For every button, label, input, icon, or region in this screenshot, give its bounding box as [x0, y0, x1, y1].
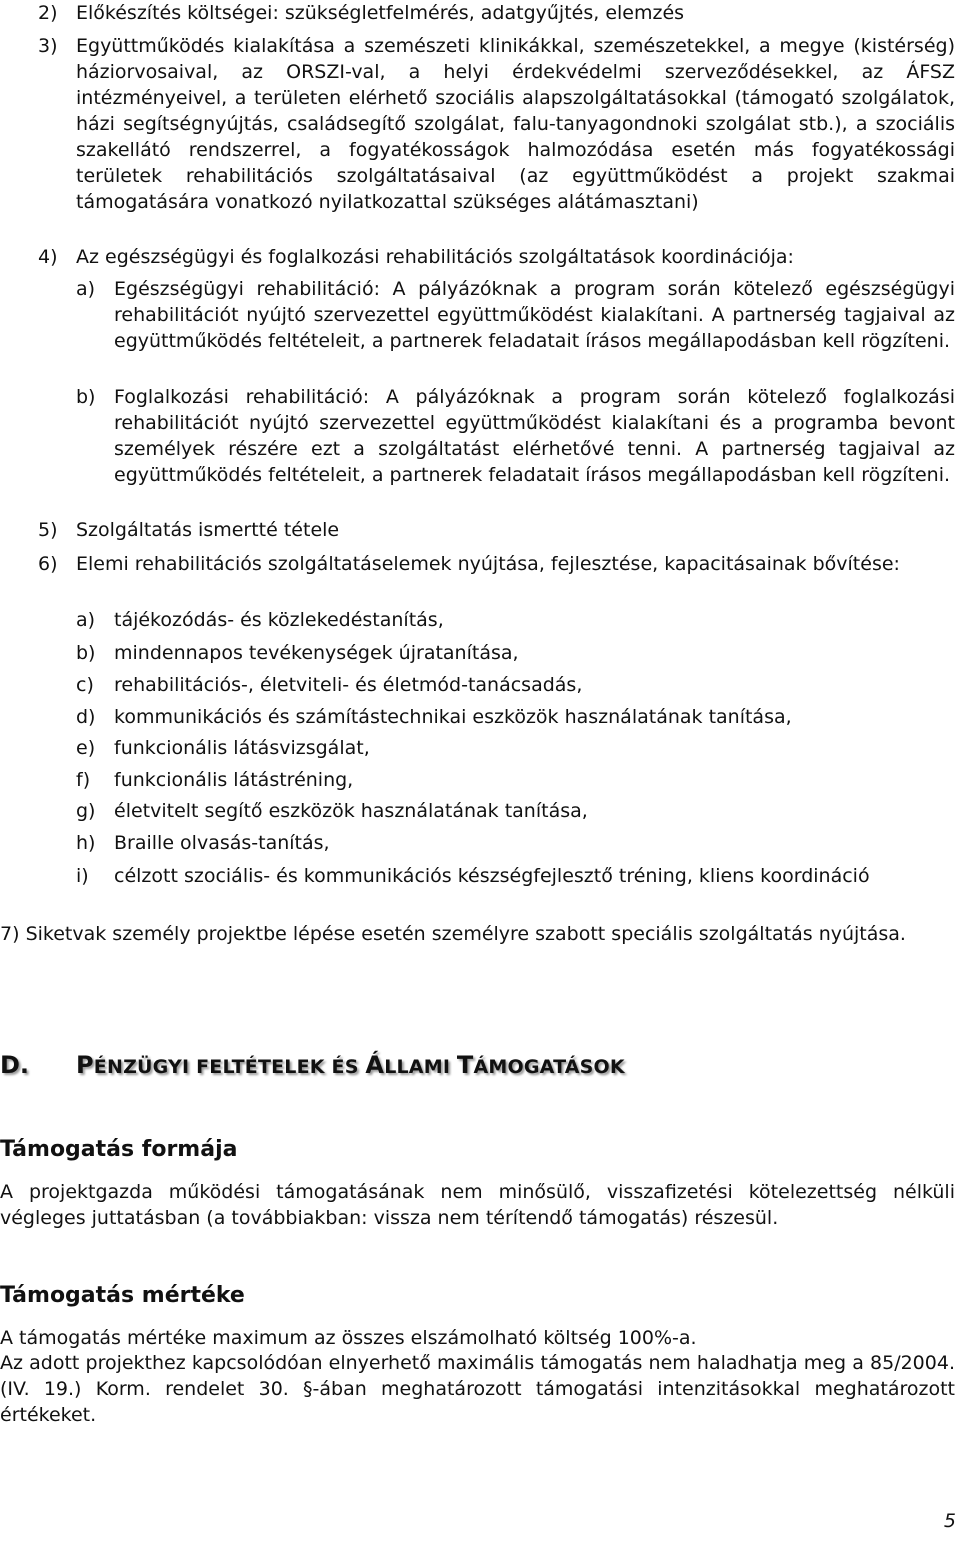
- item-letter: b): [76, 642, 96, 664]
- paragraph-forma: A projektgazda működési támogatásának nem minősülő, visszafizetési kötelezettség nélküli végleges juttatásban (a továbbiakban: vissza nem térítendő támogatás) részesül.: [0, 1181, 955, 1229]
- list-item-6c: [76, 672, 955, 698]
- item-text: célzott szociális- és kommunikációs készségfejlesztő tréning, kliens koordináció: [114, 865, 870, 887]
- title-initial-p: P: [76, 1051, 94, 1079]
- title-part-1: ÉNZÜGYI FELTÉTELEK ÉS: [93, 1056, 366, 1078]
- item-text: funkcionális látásvizsgálat,: [114, 737, 370, 759]
- list-item-6: [38, 551, 955, 577]
- list-item-6d: [76, 704, 955, 730]
- item-letter: a): [76, 609, 96, 631]
- item-text: Foglalkozási rehabilitáció: A pályázóknak a program során kötelező foglalkozási rehabilitációt nyújtó szervezettel együttműködést kialakítani és a programba bevont személyek részére ezt a szolgáltatást elérhetővé tenni. A partnerség tagjaival az együttműködés feltételeit, a partnerek feladatait írásos megállapodásban kell rögzíteni.: [114, 386, 955, 486]
- item-number: 2): [38, 2, 58, 24]
- heading-mertek: Támogatás mértéke: [0, 1283, 245, 1308]
- paragraph-mertek-1: A támogatás mértéke maximum az összes elszámolható költség 100%-a.: [0, 1327, 697, 1349]
- list-item-6e: [76, 735, 955, 761]
- list-item-5: [38, 517, 955, 543]
- item-text: Braille olvasás-tanítás,: [114, 832, 330, 854]
- section-title: [76, 1052, 625, 1080]
- title-initial-a: Á: [365, 1051, 385, 1079]
- item-letter: f): [76, 769, 91, 791]
- item-text: tájékozódás- és közlekedéstanítás,: [114, 609, 444, 631]
- item-letter: c): [76, 674, 94, 696]
- item-text: Együttműködés kialakítása a szemészeti klinikákkal, szemészetekkel, a megye (kistérség) háziorvosaival, az ORSZI-val, a helyi érdekvédelmi szerveződésekkel, az ÁFSZ intézményeivel, a területen elérhető szociális alapszolgáltatásokkal (támogató szolgálatok, házi segítségnyújtás, családsegítő szolgálat, falu-tanyagondnoki szolgálat stb.), a szociális szakellátó rendszerrel, a fogyatékosságok halmozódása esetén más fogyatékossági területek rehabilitációs szolgáltatásaival (az együttműködést a projekt szakmai támogatására vonatkozó nyilatkozattal szükséges alátámasztani): [76, 35, 955, 213]
- item-number: 7): [0, 923, 20, 945]
- item-letter: b): [76, 386, 96, 408]
- title-part-2: LLAMI: [384, 1056, 457, 1078]
- item-text: kommunikációs és számítástechnikai eszközök használatának tanítása,: [114, 706, 792, 728]
- item-text: mindennapos tevékenységek újratanítása,: [114, 642, 519, 664]
- section-letter: D.: [0, 1051, 30, 1079]
- item-text: funkcionális látástréning,: [114, 769, 354, 791]
- heading-forma: Támogatás formája: [0, 1137, 238, 1162]
- list-item-6i: [76, 863, 955, 889]
- item-text: Előkészítés költségei: szükségletfelmérés, adatgyűjtés, elemzés: [76, 2, 685, 24]
- list-item-2: [38, 0, 953, 26]
- page-number: 5: [943, 1510, 956, 1532]
- item-letter: d): [76, 706, 96, 728]
- item-text: rehabilitációs-, életviteli- és életmód-tanácsadás,: [114, 674, 583, 696]
- item-text: Siketvak személy projektbe lépése esetén személyre szabott speciális szolgáltatás nyújtása.: [25, 923, 906, 945]
- item-letter: a): [76, 278, 96, 300]
- item-letter: i): [76, 865, 89, 887]
- item-text: Egészségügyi rehabilitáció: A pályázóknak a program során kötelező egészségügyi rehabilitációt nyújtó szervezettel együttműködést kialakítani. A partnerség tagjaival az együttműködés feltételeit, a partnerek feladatait írásos megállapodásban kell rögzíteni.: [114, 278, 955, 352]
- item-number: 6): [38, 553, 58, 575]
- item-text: Az egészségügyi és foglalkozási rehabilitációs szolgáltatások koordinációja:: [76, 246, 794, 268]
- paragraph-mertek-2: Az adott projekthez kapcsolódóan elnyerhető maximális támogatás nem haladhatja meg a 85/2004. (IV. 19.) Korm. rendelet 30. §-ában meghatározott támogatási intenzitásokkal meghatározott értékeket.: [0, 1352, 955, 1426]
- item-number: 3): [38, 35, 58, 57]
- list-item-6b: [76, 640, 955, 666]
- list-item-6h: [76, 830, 955, 856]
- list-item-6f: [76, 767, 955, 793]
- title-initial-t: T: [456, 1051, 474, 1079]
- item-letter: h): [76, 832, 96, 854]
- list-item-4: [38, 244, 955, 270]
- item-letter: g): [76, 800, 96, 822]
- item-text: Elemi rehabilitációs szolgáltatáselemek nyújtása, fejlesztése, kapacitásainak bővítése:: [76, 553, 900, 575]
- list-item-3: [38, 33, 955, 215]
- item-text: életvitelt segítő eszközök használatának tanítása,: [114, 800, 588, 822]
- title-part-3: ÁMOGATÁSOK: [473, 1056, 625, 1078]
- list-item-6a: [76, 607, 955, 633]
- list-item-4b: [76, 384, 955, 488]
- list-item-7: [0, 921, 955, 947]
- list-item-6g: [76, 798, 955, 824]
- list-item-4a: [76, 276, 955, 354]
- item-number: 5): [38, 519, 58, 541]
- item-number: 4): [38, 246, 58, 268]
- item-letter: e): [76, 737, 96, 759]
- item-text: Szolgáltatás ismertté tétele: [76, 519, 340, 541]
